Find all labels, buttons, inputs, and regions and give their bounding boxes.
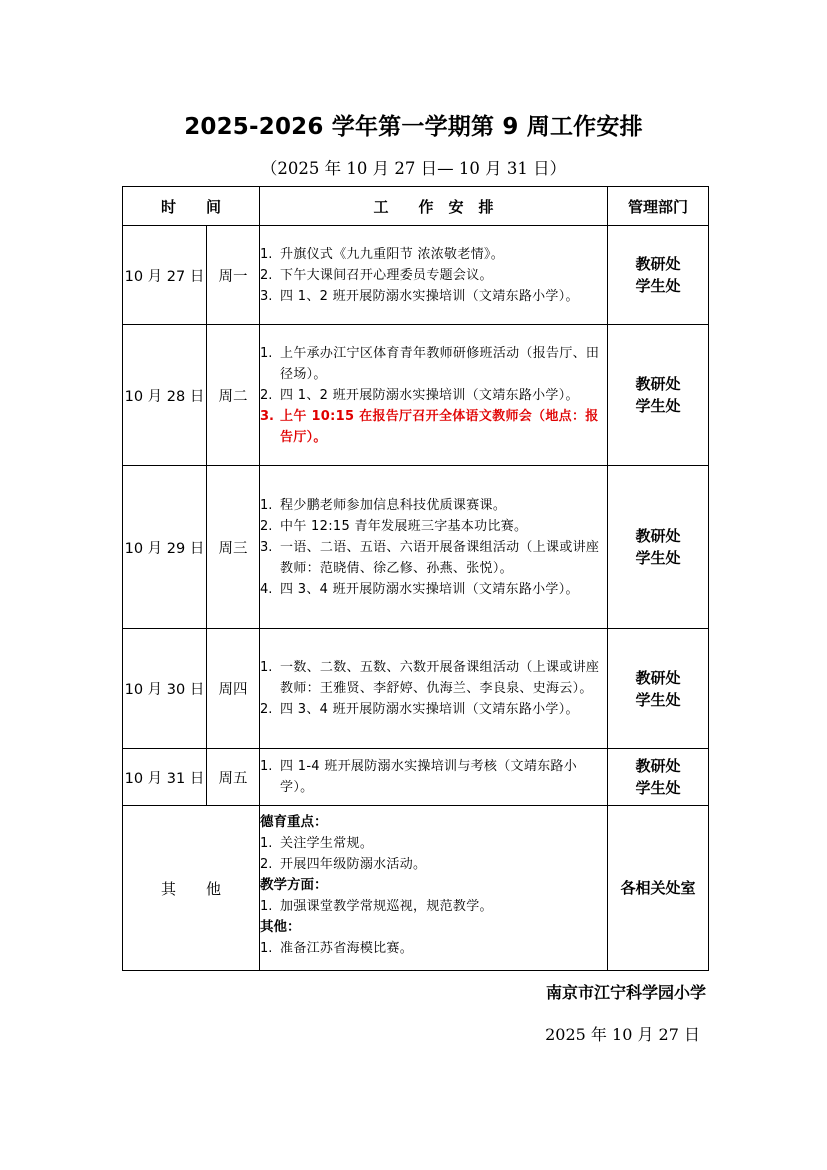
table-row <box>123 325 709 466</box>
table-row <box>123 749 709 806</box>
row-dept: 教研处 学生处 <box>608 749 709 806</box>
table-row-other <box>123 806 709 971</box>
header-dept: 管理部门 <box>608 187 709 226</box>
row-date: 10 月 30 日 <box>123 629 207 749</box>
list-item: 1. 关注学生常规。 <box>260 836 374 851</box>
row-dept: 教研处 学生处 <box>608 466 709 629</box>
row-weekday: 周二 <box>207 325 260 466</box>
other-label: 其 他 <box>123 806 260 971</box>
list-item: 1. 程少鹏老师参加信息科技优质课赛课。 <box>260 497 507 513</box>
other-dept: 各相关处室 <box>608 806 709 971</box>
date-range-subtitle: （2025 年 10 月 27 日— 10 月 31 日） <box>260 159 567 178</box>
list-item: 1. 加强课堂教学常规巡视，规范教学。 <box>260 899 493 914</box>
list-item: 2. 四 3、4 班开展防溺水实操培训（文靖东路小学）。 <box>260 702 579 717</box>
list-item: 2. 开展四年级防溺水活动。 <box>260 857 427 872</box>
row-weekday: 周五 <box>207 749 260 806</box>
schedule-table <box>122 186 709 971</box>
table-header-row <box>123 187 709 226</box>
row-dept: 教研处 学生处 <box>608 226 709 325</box>
section-heading: 其他： <box>260 919 301 935</box>
row-date: 10 月 31 日 <box>123 749 207 806</box>
row-date: 10 月 29 日 <box>123 466 207 629</box>
section-heading: 教学方面： <box>260 877 328 893</box>
row-date: 10 月 28 日 <box>123 325 207 466</box>
row-weekday: 周一 <box>207 226 260 325</box>
row-work-list <box>260 226 608 325</box>
row-weekday: 周三 <box>207 466 260 629</box>
table-row <box>123 466 709 629</box>
row-work-list <box>260 466 608 629</box>
other-work-list <box>260 806 608 971</box>
section-heading: 德育重点： <box>260 814 328 830</box>
list-item: 3. 四 1、2 班开展防溺水实操培训（文靖东路小学）。 <box>260 288 579 304</box>
row-work-list <box>260 325 608 466</box>
list-item: 1. 准备江苏省海模比赛。 <box>260 941 414 956</box>
list-item-highlight: 3. 上午 10:15 在报告厅召开全体语文教师会（地点：报告厅）。 <box>260 408 599 445</box>
page-title: 2025-2026 学年第一学期第 9 周工作安排 <box>184 114 643 140</box>
table-row <box>123 226 709 325</box>
table-row <box>123 629 709 749</box>
header-time: 时 间 <box>123 187 260 226</box>
list-item: 1. 一数、二数、五数、六数开展备课组活动（上课或讲座教师：王雅贤、李舒婷、仇海兰、李良泉、史海云）。 <box>260 660 600 696</box>
row-date: 10 月 27 日 <box>123 226 207 325</box>
list-item: 2. 下午大课间召开心理委员专题会议。 <box>260 267 493 283</box>
list-item: 1. 上午承办江宁区体育青年教师研修班活动（报告厅、田径场）。 <box>260 345 600 382</box>
list-item: 2. 中午 12:15 青年发展班三字基本功比赛。 <box>260 518 528 534</box>
row-work-list <box>260 629 608 749</box>
row-dept: 教研处 学生处 <box>608 325 709 466</box>
row-dept: 教研处 学生处 <box>608 629 709 749</box>
list-item: 2. 四 1、2 班开展防溺水实操培训（文靖东路小学）。 <box>260 387 579 403</box>
list-item: 4. 四 3、4 班开展防溺水实操培训（文靖东路小学）。 <box>260 581 579 597</box>
list-item: 1. 四 1-4 班开展防溺水实操培训与考核（文靖东路小学）。 <box>260 759 578 795</box>
header-work: 工 作 安 排 <box>260 187 608 226</box>
list-item: 1. 升旗仪式《九九重阳节 浓浓敬老情》。 <box>260 246 505 262</box>
list-item: 3. 一语、二语、五语、六语开展备课组活动（上课或讲座教师：范晓倩、徐乙修、孙燕、张悦）。 <box>260 539 600 576</box>
school-name: 南京市江宁科学园小学 <box>545 983 706 1002</box>
issue-date: 2025 年 10 月 27 日 <box>545 1025 700 1044</box>
row-work-list <box>260 749 608 806</box>
row-weekday: 周四 <box>207 629 260 749</box>
